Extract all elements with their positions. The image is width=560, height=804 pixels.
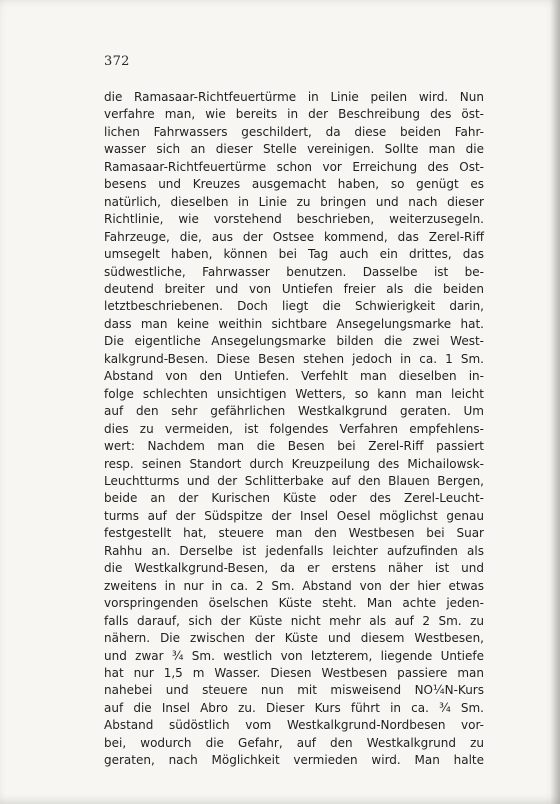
text-line: Ramasaar-Richtfeuertürme schon vor Erreichung des Ost- xyxy=(104,159,484,174)
text-line: vorspringenden öselschen Küste steht. Man achte jeden- xyxy=(104,596,484,611)
text-line: verfahre man, wie bereits in der Beschreibung des öst- xyxy=(104,107,484,122)
text-line: nahebei und steuere nun mit misweisend NO¼N-Kurs xyxy=(104,683,484,698)
text-line: zweitens in nur in ca. 2 Sm. Abstand von der hier etwas xyxy=(104,578,484,593)
text-line: die Ramasaar-Richtfeuertürme in Linie peilen wird. Nun xyxy=(104,90,484,104)
text-line: Die eigentliche Ansegelungsmarke bilden die zwei West- xyxy=(104,334,484,349)
text-line: geraten, nach Möglichkeit vermieden wird. Man halte xyxy=(104,753,484,768)
text-line: festgestellt hat, steuere man den Westbesen bei Suar xyxy=(104,526,484,541)
text-line: lichen Fahrwassers geschildert, da diese beiden Fahr- xyxy=(104,124,484,139)
text-line: letztbeschriebenen. Doch liegt die Schwierigkeit darin, xyxy=(104,299,484,314)
text-line: resp. seinen Standort durch Kreuzpeilung des Michailowsk- xyxy=(104,456,484,471)
text-line: natürlich, dieselben in Linie zu bringen und nach dieser xyxy=(104,194,484,209)
text-line: wasser sich an dieser Stelle vereinigen. Sollte man die xyxy=(104,142,484,157)
text-line: deutend breiter und von Untiefen freier als die beiden xyxy=(104,281,484,296)
page-edge-shadow xyxy=(550,0,560,804)
text-line: Abstand südöstlich vom Westkalkgrund-Nordbesen vor- xyxy=(104,718,484,733)
text-line: auf den sehr gefährlichen Westkalkgrund geraten. Um xyxy=(104,404,484,419)
text-line: umsegelt haben, können bei Tag auch ein drittes, das xyxy=(104,247,484,262)
text-line: beide an der Kurischen Küste oder des Zerel-Leucht- xyxy=(104,491,484,506)
text-line: bei, wodurch die Gefahr, auf den Westkalkgrund zu xyxy=(104,735,484,750)
text-line: folge schlechten unsichtigen Wetters, so kann man leicht xyxy=(104,386,484,401)
text-line: hat nur 1,5 m Wasser. Diesen Westbesen passiere man xyxy=(104,665,484,680)
text-line: dies zu vermeiden, ist folgendes Verfahren empfehlens- xyxy=(104,421,484,436)
text-line: turms auf der Südspitze der Insel Oesel möglichst genau xyxy=(104,508,484,523)
text-line: Leuchtturms und der Schlitterbake auf den Blauen Bergen, xyxy=(104,473,484,488)
text-line: auf die Insel Abro zu. Dieser Kurs führt in ca. ¾ Sm. xyxy=(104,700,484,715)
body-text xyxy=(104,89,484,770)
text-line: die Westkalkgrund-Besen, da er erstens näher ist und xyxy=(104,561,484,576)
text-line: falls darauf, sich der Küste nicht mehr als auf 2 Sm. zu xyxy=(104,613,484,628)
text-line: Richtlinie, wie vorstehend beschrieben, weiterzusegeln. xyxy=(104,212,484,227)
text-line: kalkgrund-Besen. Diese Besen stehen jedoch in ca. 1 Sm. xyxy=(104,351,484,366)
text-line: nähern. Die zwischen der Küste und diesem Westbesen, xyxy=(104,631,484,646)
text-line: Abstand von den Untiefen. Verfehlt man dieselben in- xyxy=(104,369,484,384)
text-line: wert: Nachdem man die Besen bei Zerel-Riff passiert xyxy=(104,439,484,454)
text-line: Rahhu an. Derselbe ist jedenfalls leichter aufzufinden als xyxy=(104,543,484,558)
text-line: südwestliche, Fahrwasser benutzen. Dasselbe ist be- xyxy=(104,264,484,279)
text-line: dass man keine weithin sichtbare Ansegelungsmarke hat. xyxy=(104,316,484,331)
text-line: und zwar ¾ Sm. westlich von letzterem, liegende Untiefe xyxy=(104,648,484,663)
page-number: 372 xyxy=(104,54,130,69)
text-line: Fahrzeuge, die, aus der Ostsee kommend, das Zerel-Riff xyxy=(104,229,484,244)
text-line: besens und Kreuzes ausgemacht haben, so genügt es xyxy=(104,177,484,192)
